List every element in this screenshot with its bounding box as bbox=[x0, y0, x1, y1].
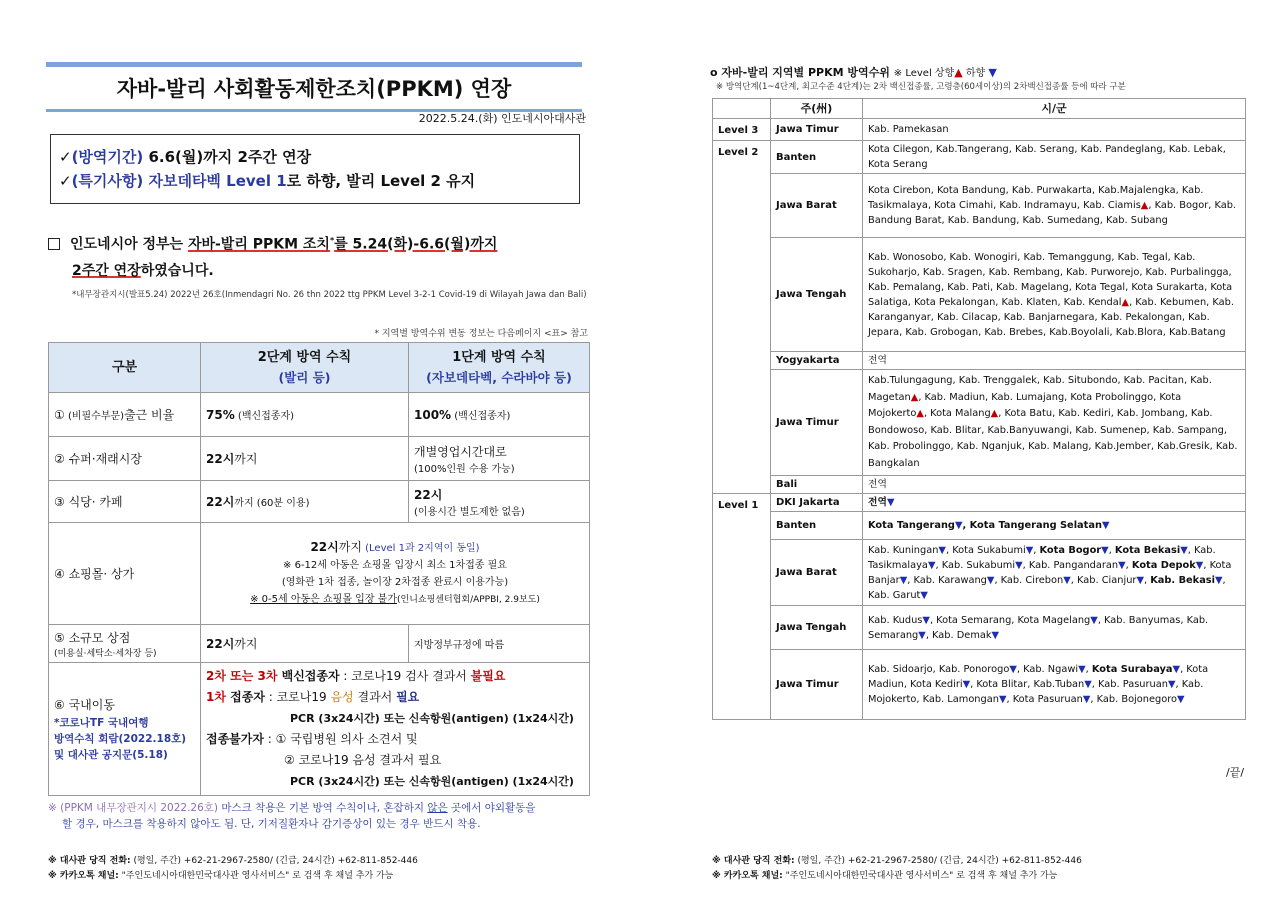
cell-text: (백신접종자) bbox=[234, 411, 295, 422]
cell-bold: 22시 bbox=[206, 495, 235, 509]
main-paragraph bbox=[48, 228, 588, 284]
cell-level2 bbox=[201, 393, 409, 437]
cell-text: : 코로나19 bbox=[264, 690, 331, 704]
city-list: 전역 bbox=[863, 352, 1246, 370]
down-arrow-icon: ▼ bbox=[998, 694, 1007, 705]
rules-table bbox=[48, 342, 590, 796]
contact-label: ※ 카카오톡 채널: bbox=[48, 871, 119, 881]
city-text: Kab. Cianjur bbox=[1077, 574, 1137, 586]
cell-level2 bbox=[201, 481, 409, 523]
table-row bbox=[713, 512, 1246, 540]
down-arrow-icon: ▼ bbox=[986, 574, 995, 586]
para-text: 인도네시아 정부는 bbox=[70, 236, 188, 253]
city-text: Kab. Sidoarjo, Kab. Ponorogo bbox=[868, 664, 1010, 675]
city-text: Kab. Wonosobo, Kab. Wonogiri, Kab. Temanggung, Kab. Tegal, Kab. Sukoharjo, Kab. Sragen, Kab. Rembang, Kab. Purworejo, Kab. Purbalingga, Kab. Pemalang, Kab. Pati, Kab. Magelang, Kota Tegal, Kota Surakarta, Kota Salatiga, Kota Pekalongan, Kab. Klaten, Kab. Kendal bbox=[868, 251, 1233, 308]
cat-note: 및 대사관 공지문(5.18) bbox=[54, 748, 168, 761]
province-name: Banten bbox=[771, 512, 863, 540]
city-text: , Kota Malang bbox=[923, 408, 991, 419]
heading-level: ※ Level 상향 bbox=[893, 68, 955, 79]
down-arrow-icon: ▼ bbox=[927, 559, 936, 571]
title-block bbox=[46, 62, 582, 112]
contact-block-right bbox=[712, 854, 1082, 884]
contact-value: "주인도네시아대한민국대사관 영사서비스" 로 검색 후 채널 추가 가능 bbox=[782, 871, 1058, 881]
province-name: Jawa Timur bbox=[771, 650, 863, 720]
city-text: , Kab. Bogor, Kab. Bandung Barat, Kab. Bandung, Kab. Sumedang, Kab. Subang bbox=[868, 200, 1237, 226]
summary-label: (특기사항) bbox=[71, 172, 144, 190]
cell-text: (영화관 1차 접종, 놀이장 2차접종 완료시 이용가능) bbox=[281, 576, 509, 588]
header-sub: (자보데타벡, 수라바야 등) bbox=[426, 369, 572, 385]
header-level1 bbox=[409, 343, 590, 393]
heading-text: o 자바-발리 지역별 PPKM 방역수위 bbox=[710, 66, 890, 79]
contact-block bbox=[48, 854, 418, 884]
level-label: Level 3 bbox=[713, 119, 771, 141]
up-arrow-icon: ▲ bbox=[1140, 200, 1149, 211]
table-row bbox=[713, 476, 1246, 494]
province-name: Jawa Tengah bbox=[771, 606, 863, 650]
province-name: Yogyakarta bbox=[771, 352, 863, 370]
header-blank bbox=[713, 99, 771, 119]
down-arrow-icon: ▼ bbox=[899, 574, 908, 586]
heading-level: 하향 bbox=[962, 68, 989, 79]
note-text: 않은 bbox=[427, 802, 448, 814]
cell-text: 결과서 bbox=[353, 690, 397, 704]
city-text: , Kota Batu, Kab. Kediri, Kab. Jombang, Kab. Bondowoso, Kab. Blitar, Kab.Banyuwangi, Kab. Sumenep, Kab. Sampang, Kab. Probolinggo, Kab. Nganjuk, Kab. Malang, Kab.Jember, Kab.Gresik, Kab. Bangkalan bbox=[868, 408, 1238, 469]
down-arrow-icon: ▼ bbox=[1078, 664, 1086, 675]
down-arrow-icon: ▼ bbox=[922, 614, 930, 626]
cell-bold: 접종불가자 bbox=[206, 732, 264, 746]
city-list: Kab. Pamekasan bbox=[863, 119, 1246, 141]
region-subnote: ※ 방역단계(1~4단계, 최고수준 4단계)는 2차 백신접종률, 고령층(60세이상)의 2차백신접종률 등에 따라 구분 bbox=[716, 82, 1126, 92]
row-category bbox=[49, 663, 201, 796]
cell-bold: 22시 bbox=[206, 637, 235, 651]
page-title: 자바-발리 사회활동제한조치(PPKM) 연장 bbox=[116, 77, 512, 101]
city-text: Kab. Bekasi bbox=[1150, 574, 1215, 586]
city-text: Kota Surabaya bbox=[1091, 664, 1173, 675]
cell-text: ※ 0-5세 아동은 쇼핑몰 입장 불가 bbox=[250, 593, 397, 605]
region-heading bbox=[710, 64, 997, 80]
cell-text: ② 코로나19 음성 결과서 필요 bbox=[284, 753, 442, 767]
province-name: Bali bbox=[771, 476, 863, 494]
city-text: Kota Cirebon, Kota Bandung, Kab. Purwakarta, Kab.Majalengka, Kab. Tasikmalaya, Kota Cimahi, Kab. Indramayu, Kab. Ciamis bbox=[868, 185, 1204, 211]
city-list bbox=[863, 494, 1246, 512]
city-text: Kota Tangerang bbox=[868, 520, 955, 531]
cell-bold: 백신접종자 bbox=[277, 669, 340, 683]
check-icon: ✓ bbox=[59, 172, 72, 190]
mask-note bbox=[48, 800, 593, 832]
city-list: Kab. Kuningan▼, Kota Sukabumi▼, Kota Bogor▼, Kota Bekasi▼, Kab. Tasikmalaya▼, Kab. Sukabumi▼, Kab. Pangandaran▼, Kota Depok▼, Kota Banjar▼, Kab. Karawang▼, Kab. Cirebon▼, Kab. Cianjur▼, Kab. Bekasi▼, Kab. Garut▼ bbox=[863, 540, 1246, 606]
table-row bbox=[713, 540, 1246, 606]
table-row bbox=[713, 174, 1246, 238]
down-arrow-icon: ▼ bbox=[1118, 559, 1126, 571]
cat-note: *코로나TF 국내여행 bbox=[54, 716, 149, 729]
contact-value: (평일, 주간) +62-21-2967-2580/ (긴급, 24시간) +62-811-852-446 bbox=[130, 856, 418, 866]
row-category: ③ 식당· 카페 bbox=[49, 481, 201, 523]
down-arrow-icon: ▼ bbox=[1101, 544, 1109, 556]
cat-small: (비필수부문) bbox=[64, 411, 125, 422]
cat-text: 출근 비율 bbox=[124, 408, 175, 422]
cell-text: (백신접종자) bbox=[451, 411, 511, 422]
level-label: Level 2 bbox=[713, 141, 771, 494]
cat-sub: (미용실·세탁소·세차장 등) bbox=[54, 648, 157, 659]
table-note: * 지역별 방역수위 변동 정보는 다음페이지 <표> 참고 bbox=[374, 329, 588, 339]
contact-label: ※ 카카오톡 채널: bbox=[712, 871, 783, 881]
city-text: , Kab. Sukabumi bbox=[935, 559, 1016, 571]
note-text: 마스크 착용은 기본 방역 수칙이나, 혼잡하지 bbox=[221, 802, 428, 814]
city-text: , Kota Tangerang Selatan bbox=[962, 520, 1102, 531]
row-category bbox=[49, 625, 201, 663]
summary-row-special bbox=[59, 169, 571, 193]
region-table bbox=[712, 98, 1246, 720]
cell-text: : ① 국립병원 의사 소견서 및 bbox=[263, 732, 418, 746]
down-arrow-icon: ▼ bbox=[886, 497, 895, 508]
header-level2 bbox=[201, 343, 409, 393]
city-text: , Kota Semarang, Kota Magelang bbox=[929, 614, 1091, 626]
down-arrow-icon: ▼ bbox=[1063, 574, 1071, 586]
city-list bbox=[863, 174, 1246, 238]
city-text: , Kab. Madiun, Kab. Lumajang, Kota Probolinggo, Kota Mojokerto bbox=[868, 391, 1182, 419]
contact-label: ※ 대사관 당직 전화: bbox=[712, 856, 795, 866]
row-category: ④ 쇼핑몰· 상가 bbox=[49, 523, 201, 625]
down-arrow-icon: ▼ bbox=[1180, 544, 1188, 556]
cat-note: 방역수칙 회람(2022.18호) bbox=[54, 732, 187, 745]
city-text: , Kab. Kebumen, Kab. Karanganyar, Kab. Cilacap, Kab. Banjarnegara, Kab. Pekalongan, Kab. Jepara, Kab. Grobogan, Kab. Brebes, Kab.Boyolali, Kab.Blora, Kab.Batang bbox=[868, 296, 1234, 338]
table-row bbox=[713, 238, 1246, 352]
summary-value: 6.6(월)까지 2주간 연장 bbox=[143, 148, 312, 166]
check-icon: ✓ bbox=[59, 148, 72, 166]
contact-value: (평일, 주간) +62-21-2967-2580/ (긴급, 24시간) +62-811-852-446 bbox=[794, 856, 1082, 866]
city-text: Kab. Pasuruan bbox=[1098, 679, 1168, 690]
city-text: 전역 bbox=[868, 497, 887, 508]
cell-bold: 22시 bbox=[310, 539, 339, 554]
province-name: Jawa Timur bbox=[771, 370, 863, 476]
summary-label: (방역기간) bbox=[71, 148, 144, 166]
city-text: Kab. Bojonegoro bbox=[1096, 694, 1178, 705]
down-arrow-icon: ▼ bbox=[1101, 520, 1110, 531]
cell-bold: 75% bbox=[206, 408, 235, 422]
down-arrow-icon: ▼ bbox=[1195, 559, 1204, 571]
header-province: 주(州) bbox=[771, 99, 863, 119]
summary-box bbox=[50, 134, 580, 204]
footnote-ref: *내무장관지시(발표5.24) 2022년 26호(Inmendagri No. 26 thn 2022 ttg PPKM Level 3-2-1 Covid-19 di Wilayah Jawa dan Bali) bbox=[72, 290, 587, 300]
down-arrow-icon: ▼ bbox=[962, 679, 971, 690]
cat-text: ⑥ 국내이동 bbox=[54, 697, 115, 712]
end-mark: /끝/ bbox=[1226, 766, 1245, 779]
city-text: , Kab. Pangandaran bbox=[1022, 559, 1119, 571]
city-text: Kota Bogor bbox=[1039, 544, 1102, 556]
cell-merged bbox=[201, 663, 590, 796]
cell-red: 1차 bbox=[206, 690, 226, 704]
city-text: , Kab. Karawang bbox=[907, 574, 987, 586]
city-list bbox=[863, 512, 1246, 540]
note-text: 곳에서 야외활동을 bbox=[447, 802, 536, 814]
up-arrow-icon: ▲ bbox=[1121, 296, 1130, 308]
table-row bbox=[49, 523, 590, 625]
city-text: , Kab. Demak bbox=[925, 629, 992, 641]
city-list: 전역 bbox=[863, 476, 1246, 494]
city-text: , Kota Pasuruan bbox=[1006, 694, 1083, 705]
down-arrow-icon: ▼ bbox=[991, 629, 1000, 641]
header-category: 구분 bbox=[49, 343, 201, 393]
city-text: Kab.Tulungagung, Kab. Trenggalek, Kab. Situbondo, Kab. Pacitan, Kab. Magetan bbox=[868, 375, 1212, 403]
down-arrow-icon: ▼ bbox=[920, 589, 928, 601]
cell-text: (이용시간 별도제한 없음) bbox=[414, 506, 525, 518]
para-highlight: 자바-발리 PPKM 조치 bbox=[187, 236, 330, 253]
cell-text: 까지 (60분 이용) bbox=[234, 498, 310, 509]
city-text: , Kota Blitar, Kab.Tuban bbox=[970, 679, 1085, 690]
header-line: 2단계 방역 수칙 bbox=[257, 349, 352, 365]
city-list bbox=[863, 238, 1246, 352]
cell-text: (인니쇼핑센터협회/APPBI, 2.9보도) bbox=[397, 594, 540, 605]
cell-text: PCR (3x24시간) 또는 신속항원(antigen) (1x24시간) bbox=[290, 712, 574, 725]
summary-value: 자보데타벡 Level 1 bbox=[143, 172, 287, 190]
down-arrow-icon: ▼ bbox=[918, 629, 926, 641]
city-text: Kota Depok bbox=[1131, 559, 1196, 571]
city-text: , Kab. Cirebon bbox=[994, 574, 1064, 586]
para-sup: * bbox=[329, 236, 335, 245]
province-name: Jawa Barat bbox=[771, 174, 863, 238]
city-text: , Kab. Banyumas, Kab. Semarang bbox=[868, 614, 1209, 641]
city-list bbox=[863, 606, 1246, 650]
down-arrow-icon: ▼ bbox=[1015, 559, 1023, 571]
up-arrow-icon: ▲ bbox=[910, 391, 919, 403]
date-line: 2022.5.24.(화) 인도네시아대사관 bbox=[418, 112, 586, 125]
cell-bold: 접종자 bbox=[225, 690, 265, 704]
summary-row-period bbox=[59, 145, 571, 169]
city-text: , Kota Banjar bbox=[868, 559, 1232, 586]
down-arrow-icon: ▼ bbox=[1177, 694, 1185, 705]
cell-blue: 필요 bbox=[396, 690, 420, 704]
table-row bbox=[49, 393, 590, 437]
cell-level1: 지방정부규정에 따름 bbox=[409, 625, 590, 663]
down-arrow-icon: ▼ bbox=[1084, 679, 1092, 690]
header-line: 1단계 방역 수칙 bbox=[452, 349, 546, 365]
province-name: Jawa Barat bbox=[771, 540, 863, 606]
city-text: Kota Bekasi bbox=[1114, 544, 1181, 556]
cell-level1 bbox=[409, 393, 590, 437]
cat-num: ① bbox=[54, 408, 65, 422]
province-name: Jawa Timur bbox=[771, 119, 863, 141]
table-row bbox=[49, 437, 590, 481]
city-list bbox=[863, 370, 1246, 476]
up-arrow-icon: ▲ bbox=[990, 408, 999, 419]
cell-bold: 22시 bbox=[206, 452, 235, 466]
cell-text: 까지 bbox=[338, 539, 362, 554]
down-arrow-icon: ▼ bbox=[1215, 574, 1223, 586]
down-arrow-icon: ▼ bbox=[1090, 614, 1098, 626]
header-sub: (발리 등) bbox=[278, 369, 331, 385]
table-row bbox=[49, 625, 590, 663]
down-arrow-icon: ▼ bbox=[988, 66, 997, 79]
cell-bold: 100% bbox=[414, 408, 452, 422]
cell-bold: 22시 bbox=[414, 487, 443, 502]
note-text: 할 경우, 마스크를 착용하지 않아도 됨. 단, 기저질환자나 감기증상이 있는 경우 반드시 착용. bbox=[62, 818, 481, 830]
table-row bbox=[713, 650, 1246, 720]
city-text: Kota Madiun, Kota Kediri bbox=[868, 664, 1209, 690]
cell-merged bbox=[201, 523, 590, 625]
cell-text: 개별영업시간대로 bbox=[414, 444, 507, 459]
city-text: , Kota Sukabumi bbox=[945, 544, 1026, 556]
table-row bbox=[713, 606, 1246, 650]
down-arrow-icon: ▼ bbox=[1025, 544, 1034, 556]
city-text: Kab. Tasikmalaya bbox=[868, 544, 1216, 571]
city-text: , Kab. Garut bbox=[868, 574, 1226, 601]
cell-text: : 코로나19 검사 결과서 bbox=[339, 669, 471, 683]
up-arrow-icon: ▲ bbox=[954, 66, 963, 79]
header-city: 시/군 bbox=[863, 99, 1246, 119]
down-arrow-icon: ▼ bbox=[1136, 574, 1144, 586]
contact-label: ※ 대사관 당직 전화: bbox=[48, 856, 131, 866]
cell-note: (Level 1과 2지역이 동일) bbox=[361, 542, 480, 554]
city-text: Kab. Kudus bbox=[868, 614, 923, 626]
table-row bbox=[713, 352, 1246, 370]
up-arrow-icon: ▲ bbox=[916, 408, 924, 419]
cell-text: 까지 bbox=[234, 637, 258, 651]
para-text: 하였습니다. bbox=[140, 262, 214, 279]
province-name: Banten bbox=[771, 141, 863, 174]
cell-orange: 음성 bbox=[330, 690, 354, 704]
down-arrow-icon: ▼ bbox=[1167, 679, 1176, 690]
contact-value: "주인도네시아대한민국대사관 영사서비스" 로 검색 후 채널 추가 가능 bbox=[118, 871, 394, 881]
table-row bbox=[49, 481, 590, 523]
cat-text: ⑤ 소규모 상점 bbox=[54, 630, 131, 645]
table-row bbox=[713, 119, 1246, 141]
province-name: DKI Jakarta bbox=[771, 494, 863, 512]
row-category: ② 슈퍼·재래시장 bbox=[49, 437, 201, 481]
down-arrow-icon: ▼ bbox=[1009, 664, 1017, 675]
city-text: , Kab. Ngawi bbox=[1016, 664, 1079, 675]
para-highlight: 2주간 연장 bbox=[72, 262, 141, 279]
note-text: ※ (PPKM 내무장관지시 2022.26호) bbox=[48, 802, 222, 814]
cell-level2 bbox=[201, 437, 409, 481]
table-row bbox=[713, 141, 1246, 174]
down-arrow-icon: ▼ bbox=[938, 544, 946, 556]
city-text: , Kab. Mojokerto, Kab. Lamongan bbox=[868, 679, 1204, 705]
table-row bbox=[49, 663, 590, 796]
para-highlight: 를 5.24(화)-6.6(월)까지 bbox=[334, 236, 498, 253]
level-label: Level 1 bbox=[713, 494, 771, 720]
cell-level1 bbox=[409, 481, 590, 523]
city-list: Kab. Sidoarjo, Kab. Ponorogo▼, Kab. Ngawi▼, Kota Surabaya▼, Kota Madiun, Kota Kediri▼, Kota Blitar, Kab.Tuban▼, Kab. Pasuruan▼, Kab. Mojokerto, Kab. Lamongan▼, Kota Pasuruan▼, Kab. Bojonegoro▼ bbox=[863, 650, 1246, 720]
cell-text: 까지 bbox=[234, 452, 258, 466]
cell-level2 bbox=[201, 625, 409, 663]
cell-red: 2차 또는 3차 bbox=[206, 669, 278, 683]
row-category bbox=[49, 393, 201, 437]
down-arrow-icon: ▼ bbox=[954, 520, 963, 531]
province-name: Jawa Tengah bbox=[771, 238, 863, 352]
cell-red: 불필요 bbox=[470, 669, 506, 683]
cell-text: (100%인원 수용 가능) bbox=[414, 463, 515, 475]
cell-level1 bbox=[409, 437, 590, 481]
cell-text: PCR (3x24시간) 또는 신속항원(antigen) (1x24시간) bbox=[290, 775, 574, 788]
city-text: Kab. Kuningan bbox=[868, 544, 939, 556]
table-row bbox=[713, 494, 1246, 512]
cell-text: ※ 6-12세 아동은 쇼핑몰 입장시 최소 1차접종 필요 bbox=[283, 559, 507, 571]
down-arrow-icon: ▼ bbox=[1082, 694, 1091, 705]
down-arrow-icon: ▼ bbox=[1172, 664, 1181, 675]
summary-value: 로 하향, 발리 Level 2 유지 bbox=[286, 172, 476, 190]
checkbox-bullet-icon bbox=[48, 238, 60, 250]
table-row bbox=[713, 370, 1246, 476]
city-list: Kota Cilegon, Kab.Tangerang, Kab. Serang, Kab. Pandeglang, Kab. Lebak, Kota Serang bbox=[863, 141, 1246, 174]
